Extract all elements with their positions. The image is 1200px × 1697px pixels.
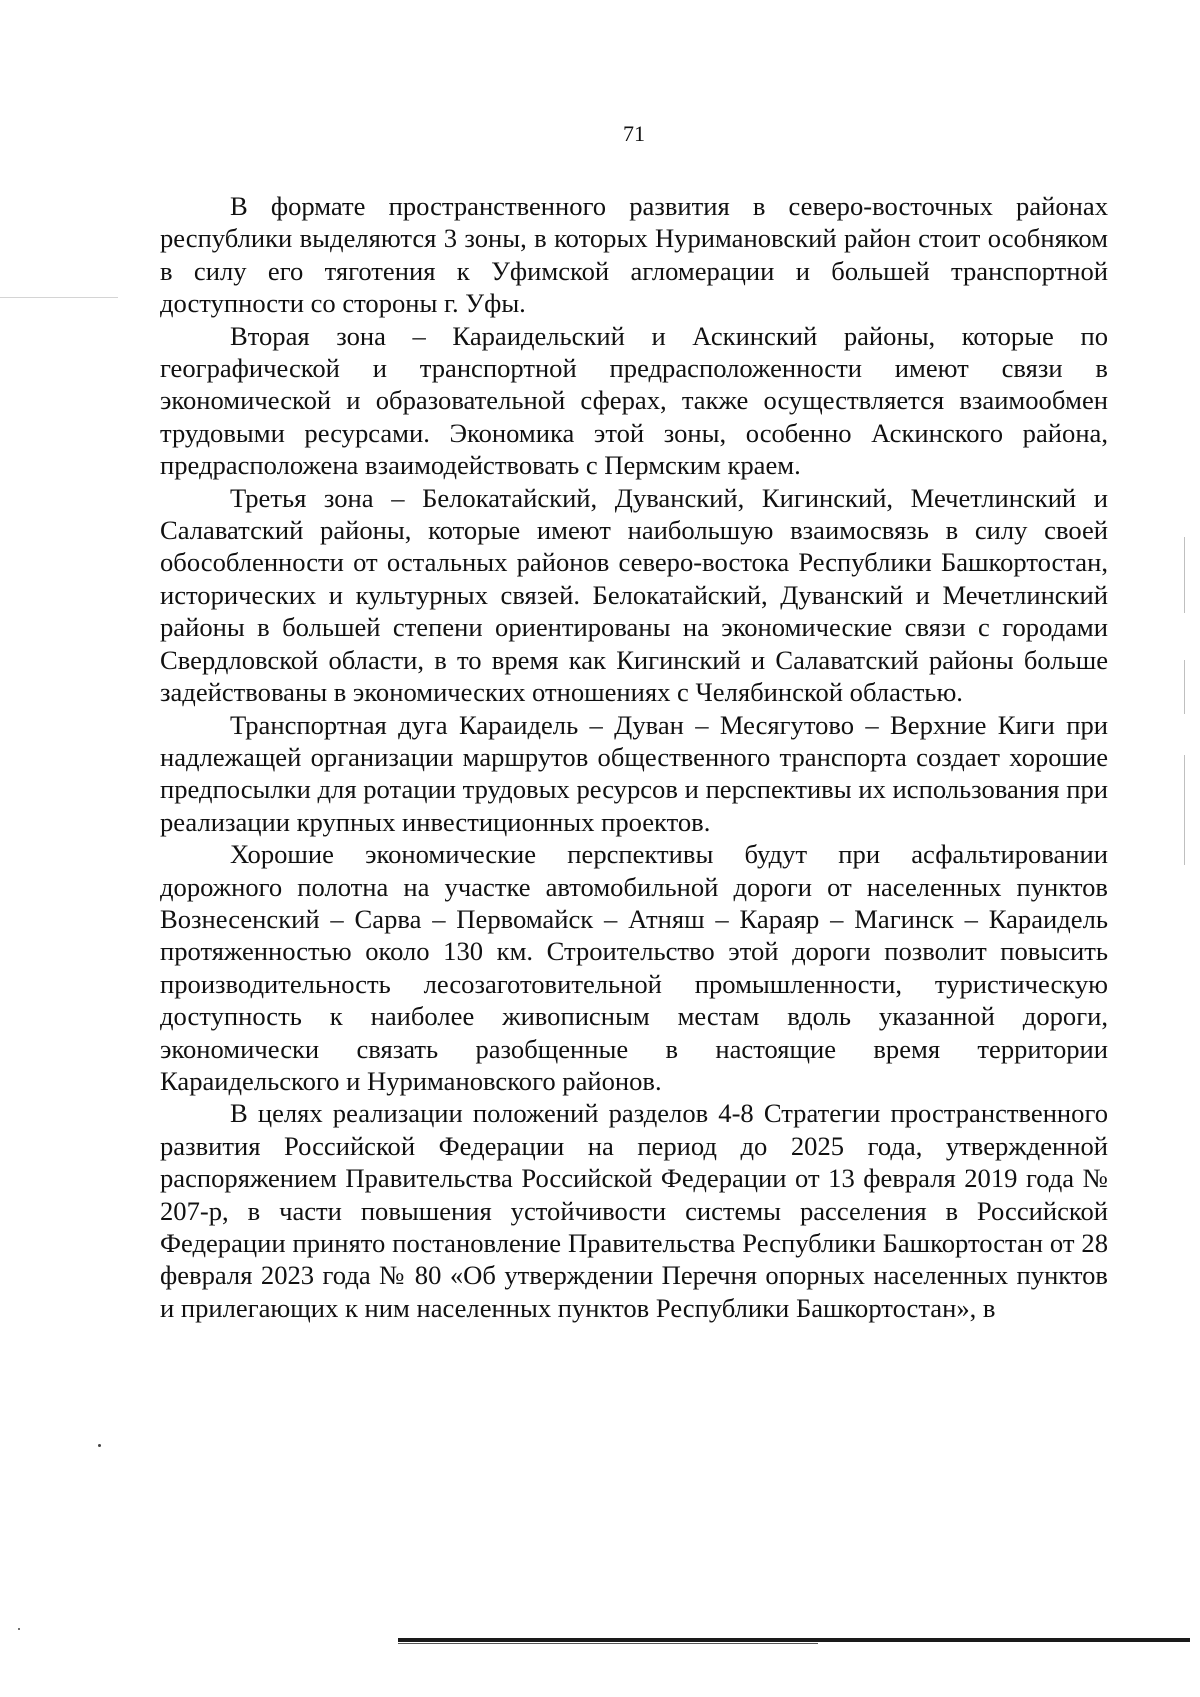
scan-speck — [98, 1444, 101, 1447]
page-number: 71 — [623, 121, 645, 146]
scan-mark-right-1 — [1184, 537, 1185, 613]
scan-dotted-line-left — [0, 297, 118, 298]
paragraph-road-prospects: Хорошие экономические перспективы будут при асфальтировании дорожного полотна на участке автомобильной дороги от населенных пунктов Вознесенский – Сарва – Первомайск – Атняш – Караяр – Магинск – Караидель протяженностью около 130 км. Строительство этой дороги позволит повысить производительность лесозаготовительной промышленности, туристическую доступность к наиболее живописным местам вдоль указанной дороги, экономически связать разобщенные в настоящие время территории Караидельского и Нуримановского районов. — [160, 839, 1108, 1096]
paragraph-second-zone: Вторая зона – Караидельский и Аскинский районы, которые по географической и транспортной предрасположенности имеют связи в экономической и образовательной сферах, также осуществляется взаимообмен трудовыми ресурсами. Экономика этой зоны, особенно Аскинского района, предрасположена взаимодействовать с Пермским краем. — [160, 320, 1108, 481]
paragraph-third-zone: Третья зона – Белокатайский, Дуванский, Кигинский, Мечетлинский и Салаватский районы, которые имеют наибольшую взаимосвязь в силу своей обособленности от остальных районов северо-востока Республики Башкортостан, исторических и культурных связей. Белокатайский, Дуванский и Мечетлинский районы в большей степени ориентированы на экономические связи с городами Свердловской области, в то время как Кигинский и Салаватский районы больше задействованы в экономических отношениях с Челябинской областью. — [160, 482, 1108, 708]
body-text — [160, 190, 1108, 1324]
paragraph-transport-arc: Транспортная дуга Караидель – Дуван – Месягутово – Верхние Киги при надлежащей организации маршрутов общественного транспорта создает хорошие предпосылки для ротации трудовых ресурсов и перспективы их использования при реализации крупных инвестиционных проектов. — [160, 709, 1108, 837]
scan-speck-bottom — [18, 1628, 20, 1630]
paragraph-strategy: В целях реализации положений разделов 4-8 Стратегии пространственного развития Российской Федерации на период до 2025 года, утвержденной распоряжением Правительства Российской Федерации от 13 февраля 2019 года № 207-р, в части повышения устойчивости системы расселения в Российской Федерации принято постановление Правительства Республики Башкортостан от 28 февраля 2023 года № 80 «Об утверждении Перечня опорных населенных пунктов и прилегающих к ним населенных пунктов Республики Башкортостан», в — [160, 1098, 1108, 1323]
scan-mark-right-3 — [1184, 755, 1185, 865]
paragraph-northeast-zones: В формате пространственного развития в северо-восточных районах республики выделяются 3 зоны, в которых Нуримановский район стоит особняком в силу его тяготения к Уфимской агломерации и большей транспортной доступности со стороны г. Уфы. — [160, 191, 1108, 319]
scan-mark-right-2 — [1184, 660, 1185, 714]
bottom-rule — [398, 1638, 1190, 1642]
bottom-rule-thin — [398, 1643, 818, 1644]
